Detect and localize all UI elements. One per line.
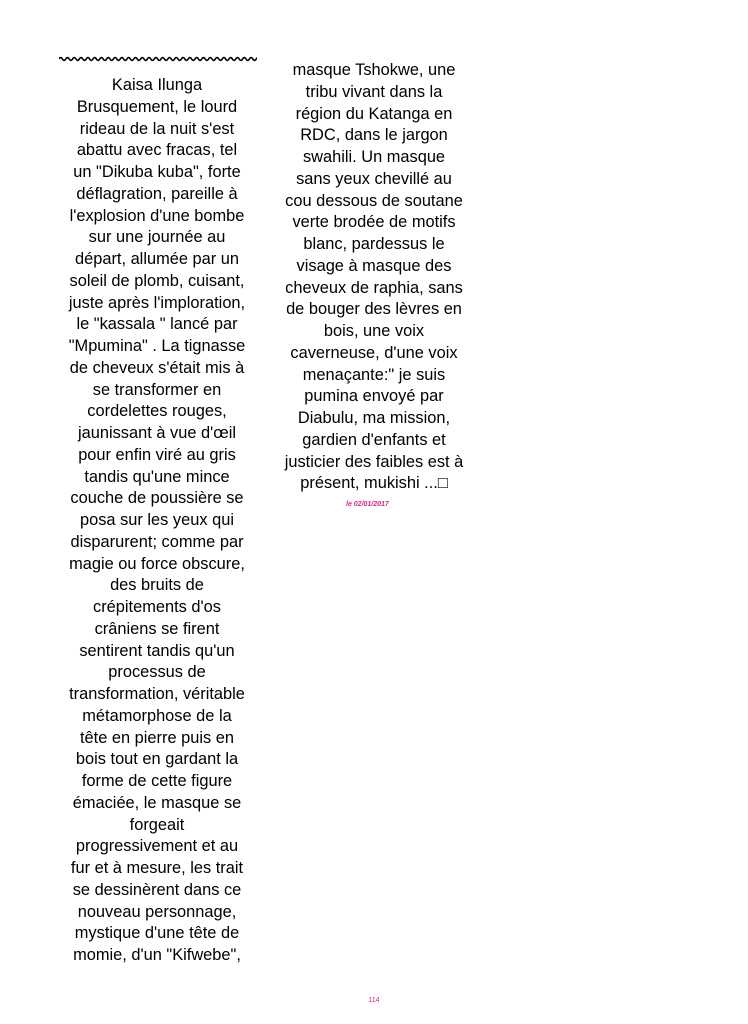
text-line: swahili. Un masque <box>302 148 446 166</box>
text-line: forgeait <box>129 815 185 834</box>
text-line: cou dessous de soutane <box>285 191 463 210</box>
text-line: cheveux de raphia, sans <box>285 278 463 297</box>
column-right <box>272 60 476 495</box>
text-line: soleil de plomb, cuisant, <box>69 271 245 290</box>
text-line: émaciée, le masque se <box>72 793 242 812</box>
text-line: se transformer en <box>92 380 222 399</box>
text-line: menaçante:" je suis <box>302 365 446 384</box>
text-line: couche de poussière se <box>70 489 244 508</box>
text-line: fur et à mesure, les trait <box>70 859 244 877</box>
text-line: abattu avec fracas, tel <box>76 141 238 160</box>
text-line: posa sur les yeux qui <box>80 511 234 529</box>
text-line: gardien d'enfants et <box>302 430 446 449</box>
text-line: région du Katanga en <box>295 104 453 123</box>
text-line: pumina envoyé par <box>304 387 444 406</box>
text-line: un "Dikuba kuba", forte <box>73 163 241 181</box>
text-line: nouveau personnage, <box>77 902 237 921</box>
text-line: sentirent tandis qu'un <box>79 641 235 660</box>
text-line: Brusquement, le lourd <box>76 97 238 116</box>
text-line: momie, d'un "Kifwebe", <box>73 946 241 964</box>
text-line: tandis qu'une mince <box>84 467 230 486</box>
text-line: tête en pierre puis en <box>80 728 234 747</box>
text-line: Diabulu, ma mission, <box>297 409 451 427</box>
text-line: le "kassala " lancé par <box>76 315 238 334</box>
text-line: magie ou force obscure, <box>69 554 245 573</box>
text-line: processus de <box>108 663 206 682</box>
author-name: Kaisa Ilunga <box>111 76 203 94</box>
text-line: se dessinèrent dans ce <box>72 880 242 899</box>
text-line: RDC, dans le jargon <box>300 126 448 145</box>
text-line: déflagration, pareille à <box>76 184 238 203</box>
text-line: cordelettes rouges, <box>87 402 227 421</box>
text-line: tribu vivant dans la <box>305 82 443 101</box>
text-line: juste après l'imploration, <box>68 293 246 312</box>
text-line: blanc, pardessus le <box>303 235 445 253</box>
text-line: progressivement et au <box>75 837 239 856</box>
text-line: mystique d'une tête de <box>74 924 240 943</box>
text-line: jaunissant à vue d'œil <box>77 424 236 442</box>
column-left-body <box>56 97 258 967</box>
column-left <box>56 75 258 967</box>
text-line: bois tout en gardant la <box>75 750 239 769</box>
page-number: 114 <box>368 997 380 1004</box>
text-line: verte brodée de motifs <box>292 213 456 232</box>
text-line: l'explosion d'une bombe <box>69 206 245 225</box>
text-line: "Mpumina" . La tignasse <box>68 337 246 355</box>
wavy-divider <box>59 53 257 65</box>
text-line: métamorphose de la <box>82 706 232 725</box>
text-line: justicier des faibles est à <box>284 452 464 471</box>
text-line: crâniens se firent <box>94 619 220 638</box>
column-right-body <box>272 60 476 495</box>
text-line: de cheveux s'était mis à <box>69 358 245 377</box>
text-line: départ, allumée par un <box>74 250 239 268</box>
text-line: crépitements d'os <box>93 598 221 616</box>
text-line: visage à masque des <box>296 256 452 275</box>
text-line: transformation, véritable <box>69 685 245 703</box>
text-line: sur une journée au <box>88 228 226 247</box>
text-line: sans yeux chevillé au <box>296 169 452 188</box>
text-line: pour enfin viré au gris <box>78 445 236 464</box>
text-line: des bruits de <box>110 576 204 595</box>
date-stamp: le 02/01/2017 <box>346 501 389 508</box>
text-line: masque Tshokwe, une <box>292 61 456 79</box>
text-line: rideau de la nuit s'est <box>79 119 235 138</box>
text-line: bois, une voix <box>323 322 425 340</box>
text-line: de bouger des lèvres en <box>286 300 462 319</box>
text-line: forme de cette figure <box>81 772 233 790</box>
text-line: caverneuse, d'une voix <box>290 343 458 362</box>
text-line: présent, mukishi ...□ <box>300 474 448 493</box>
text-line: disparurent; comme par <box>70 532 244 551</box>
